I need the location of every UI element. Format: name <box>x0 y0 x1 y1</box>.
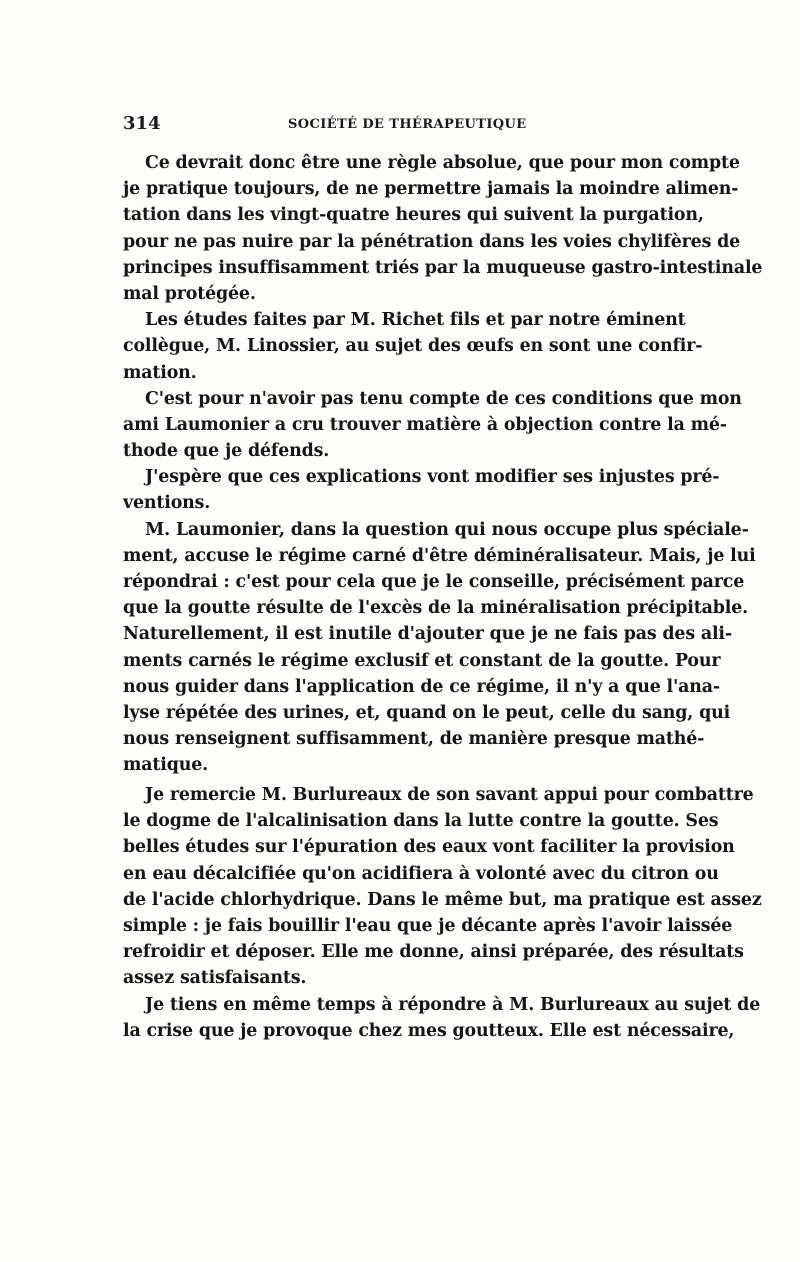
text-line: lyse répétée des urines, et, quand on le peut, celle du sang, qui <box>123 702 731 723</box>
text-line: principes insuffisamment triés par la muqueuse gastro-intestinale <box>123 257 763 278</box>
text-line: pour ne pas nuire par la pénétration dans les voies chylifères de <box>123 231 741 252</box>
text-line: ventions. <box>123 493 211 514</box>
text-line: M. Laumonier, dans la question qui nous occupe plus spéciale- <box>145 519 749 540</box>
page-number: 314 <box>123 113 161 134</box>
text-line: nous guider dans l'application de ce régime, il n'y a que l'ana- <box>123 676 720 697</box>
text-line: mation. <box>123 362 197 383</box>
text-line: simple : je fais bouillir l'eau que je décante après l'avoir laissée <box>123 915 733 936</box>
text-line: Ce devrait donc être une règle absolue, que pour mon compte <box>145 153 740 173</box>
text-line: C'est pour n'avoir pas tenu compte de ces conditions que mon <box>145 388 742 409</box>
body-text-block-1 <box>123 150 763 779</box>
text-line: assez satisfaisants. <box>123 968 307 989</box>
text-line: en eau décalcifiée qu'on acidifiera à volonté avec du citron ou <box>123 863 719 884</box>
text-line: répondrai : c'est pour cela que je le conseille, précisément parce <box>123 572 745 592</box>
running-title: SOCIÉTÉ DE THÉRAPEUTIQUE <box>288 117 527 132</box>
text-line: refroidir et déposer. Elle me donne, ainsi préparée, des résultats <box>123 942 744 963</box>
text-line: tation dans les vingt-quatre heures qui suivent la purgation, <box>123 205 704 226</box>
text-line: J'espère que ces explications vont modifier ses injustes pré- <box>145 467 720 488</box>
text-line: je pratique toujours, de ne permettre jamais la moindre alimen- <box>123 179 739 200</box>
text-line: nous renseignent suffisamment, de manière presque mathé- <box>123 729 705 750</box>
text-line: Je remercie M. Burlureaux de son savant appui pour combattre <box>145 785 754 805</box>
text-line: collègue, M. Linossier, au sujet des œufs en sont une confir- <box>123 336 703 357</box>
text-line: mal protégée. <box>123 283 256 304</box>
text-line: belles études sur l'épuration des eaux vont faciliter la provision <box>123 837 735 858</box>
text-line: ami Laumonier a cru trouver matière à objection contre la mé- <box>123 414 727 435</box>
text-line: ment, accuse le régime carné d'être déminéralisateur. Mais, je lui <box>123 545 756 566</box>
text-line: thode que je défends. <box>123 441 330 462</box>
text-line: ments carnés le régime exclusif et constant de la goutte. Pour <box>123 650 721 671</box>
body-text-block-2 <box>123 782 762 1044</box>
text-line: Les études faites par M. Richet fils et par notre éminent <box>145 310 686 331</box>
text-line: que la goutte résulte de l'excès de la minéralisation précipitable. <box>123 598 749 619</box>
text-line: la crise que je provoque chez mes goutteux. Elle est nécessaire, <box>123 1020 735 1041</box>
text-line: Naturellement, il est inutile d'ajouter que je ne fais pas des ali- <box>123 624 732 645</box>
page-header <box>123 113 678 137</box>
text-line: Je tiens en même temps à répondre à M. Burlureaux au sujet de <box>145 994 761 1015</box>
text-line: de l'acide chlorhydrique. Dans le même but, ma pratique est assez <box>123 889 762 910</box>
text-line: matique. <box>123 755 209 776</box>
text-line: le dogme de l'alcalinisation dans la lutte contre la goutte. Ses <box>123 811 719 832</box>
